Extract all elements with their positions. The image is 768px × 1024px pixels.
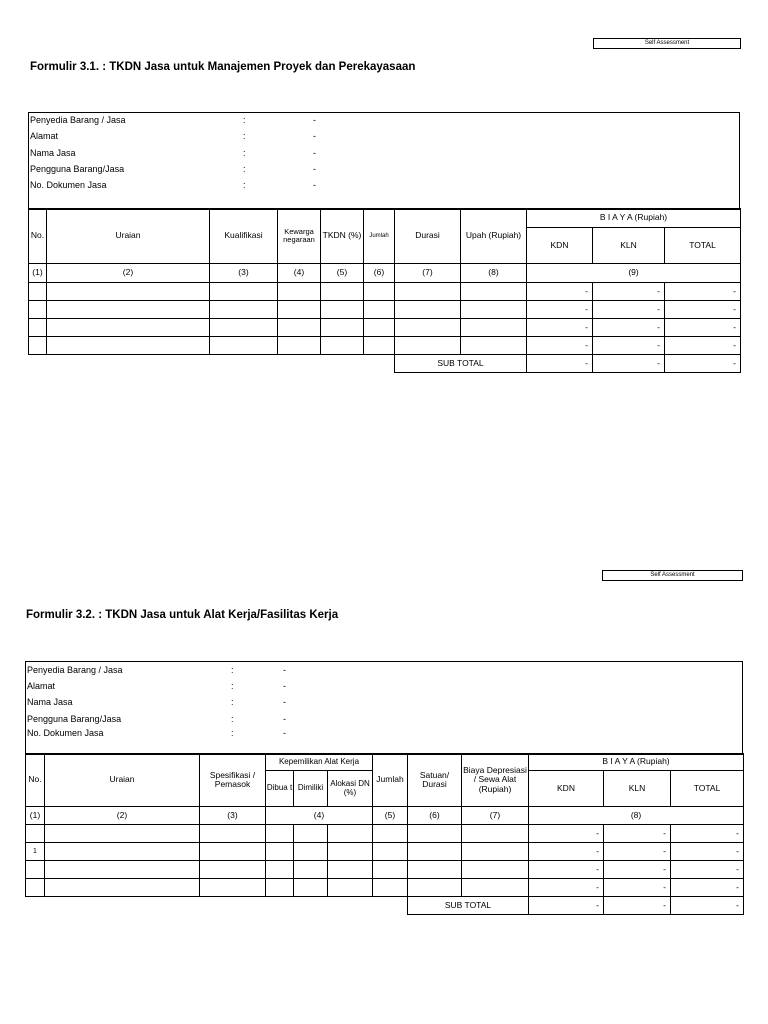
header-jumlah: Jumlah [364,209,395,264]
numbering-row: (1) (2) (3) (4) (5) (6) (7) (8) (9) [29,264,741,283]
subtotal-row: SUB TOTAL - - - [29,355,741,373]
numbering-row: (1) (2) (3) (4) (5) (6) (7) (8) [26,807,744,825]
subtotal-label: SUB TOTAL [408,897,529,915]
header-biaya-depresiasi: Biaya Depresiasi / Sewa Alat (Rupiah) [462,754,529,807]
header-tkdn: TKDN (%) [321,209,364,264]
header-kualifikasi: Kualifikasi [210,209,278,264]
form-title: Formulir 3.1. : TKDN Jasa untuk Manajemen Proyek dan Perekayasaan [30,61,416,73]
cost-table [28,208,741,373]
header-kdn: KDN [527,228,593,264]
table-row: - - - [29,319,741,337]
header-biaya: B I A Y A (Rupiah) [529,754,744,771]
header-kdn: KDN [529,771,604,807]
table-row: - - - [26,825,744,843]
header-kln: KLN [593,228,665,264]
header-kln: KLN [604,771,671,807]
self-assessment-badge: Self Assessment [602,570,743,581]
table-row: - - - [29,301,741,319]
header-satuan: Satuan/ Durasi [408,754,462,807]
header-no: No. [26,754,45,807]
header-no: No. [29,209,47,264]
header-durasi: Durasi [395,209,461,264]
header-spesifikasi: Spesifikasi / Pemasok [200,754,266,807]
header-uraian: Uraian [45,754,200,807]
info-block [28,112,740,210]
header-biaya: B I A Y A (Rupiah) [527,209,741,228]
header-kepemilikan: Kepemilikan Alat Kerja [266,754,373,771]
header-dimiliki: Dimiliki [294,771,328,807]
table-row: - - - [26,861,744,879]
header-uraian: Uraian [47,209,210,264]
info-block [25,661,743,755]
header-dibuat: Dibua t [266,771,294,807]
table-row: - - - [29,337,741,355]
table-row: - - - [26,879,744,897]
table-row: 1 - - - [26,843,744,861]
header-kewarganegaraan: Kewarga negaraan [278,209,321,264]
header-total: TOTAL [665,228,741,264]
subtotal-row: SUB TOTAL - - - [26,897,744,915]
header-jumlah: Jumlah [373,754,408,807]
header-upah: Upah (Rupiah) [461,209,527,264]
header-total: TOTAL [671,771,744,807]
cost-table [25,753,744,915]
subtotal-label: SUB TOTAL [395,355,527,373]
self-assessment-badge: Self Assessment [593,38,741,49]
table-row: - - - [29,283,741,301]
form-title: Formulir 3.2. : TKDN Jasa untuk Alat Kerja/Fasilitas Kerja [26,609,339,621]
header-alokasi: Alokasi DN (%) [328,771,373,807]
